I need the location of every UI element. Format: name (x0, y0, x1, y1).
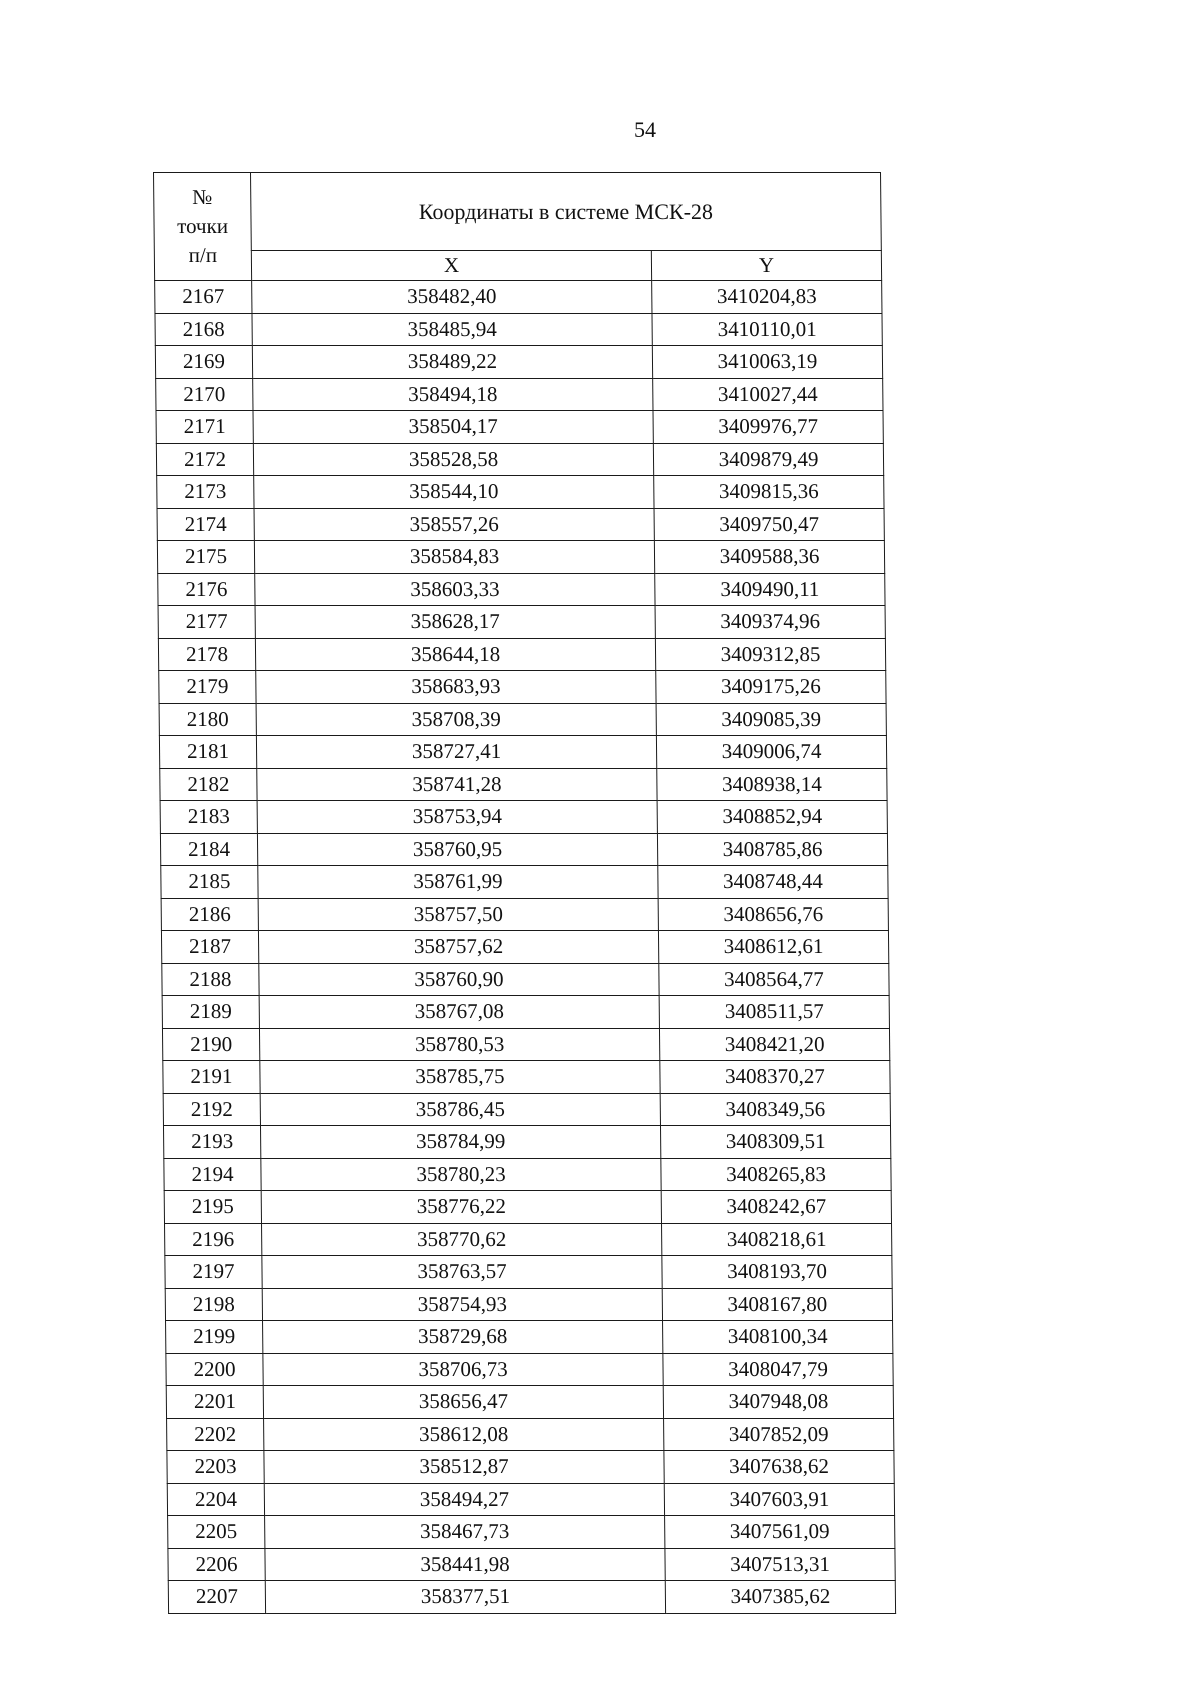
x-coordinate-cell: 358727,41 (256, 736, 656, 769)
y-coordinate-cell: 3409490,11 (655, 573, 885, 606)
y-coordinate-cell: 3408242,67 (661, 1191, 891, 1224)
y-coordinate-cell: 3409312,85 (655, 638, 885, 671)
x-coordinate-cell: 358494,27 (264, 1483, 664, 1516)
x-coordinate-cell: 358612,08 (264, 1418, 664, 1451)
x-coordinate-cell: 358763,57 (262, 1256, 662, 1289)
point-number-cell: 2168 (155, 313, 252, 346)
y-coordinate-cell: 3408309,51 (660, 1126, 890, 1159)
y-coordinate-cell: 3409085,39 (656, 703, 886, 736)
table-row (162, 996, 889, 1029)
y-coordinate-cell: 3408748,44 (658, 866, 888, 899)
table-row (168, 1516, 895, 1549)
x-coordinate-cell: 358767,08 (259, 996, 659, 1029)
table-row (159, 703, 886, 736)
table-row (168, 1581, 895, 1614)
x-coordinate-cell: 358544,10 (254, 476, 654, 509)
x-coordinate-cell: 358482,40 (252, 281, 652, 314)
y-coordinate-cell: 3408656,76 (658, 898, 888, 931)
point-number-cell: 2207 (168, 1581, 265, 1614)
table-row (163, 1061, 890, 1094)
table-row (167, 1451, 894, 1484)
table-row (155, 313, 882, 346)
y-coordinate-cell: 3408852,94 (657, 801, 887, 834)
point-number-cell: 2205 (168, 1516, 265, 1549)
point-number-header-line1: № (192, 185, 213, 209)
x-coordinate-cell: 358754,93 (262, 1288, 662, 1321)
point-number-cell: 2186 (161, 898, 258, 931)
table-row (158, 573, 885, 606)
y-coordinate-cell: 3409175,26 (656, 671, 886, 704)
x-column-header: X (251, 251, 651, 281)
point-number-cell: 2189 (162, 996, 259, 1029)
y-coordinate-cell: 3408349,56 (660, 1093, 890, 1126)
y-coordinate-cell: 3408047,79 (663, 1353, 893, 1386)
point-number-cell: 2174 (157, 508, 254, 541)
point-number-cell: 2206 (168, 1548, 265, 1581)
point-number-cell: 2178 (158, 638, 255, 671)
x-coordinate-cell: 358780,23 (261, 1158, 661, 1191)
table-row (161, 931, 888, 964)
y-coordinate-cell: 3408938,14 (657, 768, 887, 801)
y-coordinate-cell: 3407603,91 (664, 1483, 894, 1516)
x-coordinate-cell: 358628,17 (255, 606, 655, 639)
y-coordinate-cell: 3408370,27 (660, 1061, 890, 1094)
x-coordinate-cell: 358757,62 (258, 931, 658, 964)
table-row (166, 1353, 893, 1386)
table-row (161, 898, 888, 931)
point-number-cell: 2176 (158, 573, 255, 606)
y-coordinate-cell: 3409815,36 (654, 476, 884, 509)
table-row (157, 508, 884, 541)
point-number-cell: 2181 (159, 736, 256, 769)
point-number-cell: 2201 (166, 1386, 263, 1419)
table-row (160, 801, 887, 834)
y-coordinate-cell: 3410027,44 (653, 378, 883, 411)
table-row (159, 671, 886, 704)
table-row (156, 443, 883, 476)
x-coordinate-cell: 358603,33 (255, 573, 655, 606)
y-coordinate-cell: 3410110,01 (652, 313, 882, 346)
x-coordinate-cell: 358786,45 (260, 1093, 660, 1126)
coordinates-group-header: Координаты в системе МСК-28 (251, 173, 882, 251)
y-coordinate-cell: 3409006,74 (656, 736, 886, 769)
y-coordinate-cell: 3408265,83 (661, 1158, 891, 1191)
table-row (168, 1548, 895, 1581)
table-row (166, 1321, 893, 1354)
point-number-cell: 2193 (163, 1126, 260, 1159)
y-coordinate-cell: 3408785,86 (657, 833, 887, 866)
table-row (167, 1483, 894, 1516)
x-coordinate-cell: 358377,51 (265, 1581, 665, 1614)
table-row (160, 768, 887, 801)
table-header (154, 173, 882, 281)
table-row (161, 866, 888, 899)
y-coordinate-cell: 3409374,96 (655, 606, 885, 639)
x-coordinate-cell: 358512,87 (264, 1451, 664, 1484)
table-row (155, 346, 882, 379)
y-coordinate-cell: 3407513,31 (665, 1548, 895, 1581)
x-coordinate-cell: 358528,58 (253, 443, 653, 476)
point-number-cell: 2179 (159, 671, 256, 704)
y-coordinate-cell: 3408421,20 (659, 1028, 889, 1061)
table-row (156, 378, 883, 411)
table-row (155, 281, 882, 314)
point-number-cell: 2180 (159, 703, 256, 736)
x-coordinate-cell: 358485,94 (252, 313, 652, 346)
x-coordinate-cell: 358770,62 (262, 1223, 662, 1256)
table-row (165, 1256, 892, 1289)
y-coordinate-cell: 3409588,36 (654, 541, 884, 574)
y-coordinate-cell: 3407561,09 (665, 1516, 895, 1549)
point-number-cell: 2177 (158, 606, 255, 639)
point-number-cell: 2202 (167, 1418, 264, 1451)
point-number-header-line3: п/п (188, 243, 218, 267)
x-coordinate-cell: 358760,90 (259, 963, 659, 996)
x-coordinate-cell: 358776,22 (261, 1191, 661, 1224)
x-coordinate-cell: 358441,98 (265, 1548, 665, 1581)
x-coordinate-cell: 358656,47 (263, 1386, 663, 1419)
point-number-cell: 2190 (162, 1028, 259, 1061)
point-number-header-line2: точки (177, 214, 229, 238)
point-number-cell: 2203 (167, 1451, 264, 1484)
point-number-cell: 2182 (160, 768, 257, 801)
y-coordinate-cell: 3408167,80 (662, 1288, 892, 1321)
x-coordinate-cell: 358753,94 (257, 801, 657, 834)
table-row (163, 1093, 890, 1126)
point-number-cell: 2200 (166, 1353, 263, 1386)
table-row (157, 476, 884, 509)
x-coordinate-cell: 358644,18 (255, 638, 655, 671)
x-coordinate-cell: 358489,22 (252, 346, 652, 379)
x-coordinate-cell: 358706,73 (263, 1353, 663, 1386)
point-number-cell: 2194 (164, 1158, 261, 1191)
coordinates-table (153, 172, 896, 1614)
x-coordinate-cell: 358729,68 (263, 1321, 663, 1354)
point-number-cell: 2167 (155, 281, 252, 314)
table-row (166, 1386, 893, 1419)
y-coordinate-cell: 3408100,34 (663, 1321, 893, 1354)
y-coordinate-cell: 3408218,61 (662, 1223, 892, 1256)
point-number-cell: 2192 (163, 1093, 260, 1126)
table-row (165, 1288, 892, 1321)
point-number-cell: 2172 (156, 443, 253, 476)
table-row (156, 411, 883, 444)
y-coordinate-cell: 3407948,08 (663, 1386, 893, 1419)
table-row (164, 1191, 891, 1224)
x-coordinate-cell: 358741,28 (257, 768, 657, 801)
y-coordinate-cell: 3407385,62 (665, 1581, 895, 1614)
point-number-cell: 2175 (157, 541, 254, 574)
page-number: 54 (634, 117, 656, 142)
point-number-cell: 2195 (164, 1191, 261, 1224)
point-number-cell: 2185 (161, 866, 258, 899)
x-coordinate-cell: 358784,99 (260, 1126, 660, 1159)
x-coordinate-cell: 358780,53 (259, 1028, 659, 1061)
x-coordinate-cell: 358761,99 (258, 866, 658, 899)
point-number-cell: 2188 (162, 963, 259, 996)
table-row (165, 1223, 892, 1256)
x-coordinate-cell: 358504,17 (253, 411, 653, 444)
y-coordinate-cell: 3408193,70 (662, 1256, 892, 1289)
point-number-cell: 2173 (157, 476, 254, 509)
x-coordinate-cell: 358760,95 (257, 833, 657, 866)
x-coordinate-cell: 358757,50 (258, 898, 658, 931)
y-coordinate-cell: 3409750,47 (654, 508, 884, 541)
table-row (157, 541, 884, 574)
table-row (167, 1418, 894, 1451)
point-number-cell: 2198 (165, 1288, 262, 1321)
x-coordinate-cell: 358708,39 (256, 703, 656, 736)
y-column-header: Y (651, 251, 881, 281)
y-coordinate-cell: 3409976,77 (653, 411, 883, 444)
table-row (158, 606, 885, 639)
table-row (160, 833, 887, 866)
point-number-cell: 2169 (155, 346, 252, 379)
x-coordinate-cell: 358557,26 (254, 508, 654, 541)
table-row (163, 1126, 890, 1159)
x-coordinate-cell: 358785,75 (260, 1061, 660, 1094)
y-coordinate-cell: 3409879,49 (653, 443, 883, 476)
point-number-cell: 2196 (165, 1223, 262, 1256)
y-coordinate-cell: 3408612,61 (658, 931, 888, 964)
x-coordinate-cell: 358494,18 (253, 378, 653, 411)
point-number-cell: 2184 (160, 833, 257, 866)
x-coordinate-cell: 358683,93 (256, 671, 656, 704)
table-row (164, 1158, 891, 1191)
point-number-cell: 2187 (161, 931, 258, 964)
table-body (155, 281, 896, 1614)
y-coordinate-cell: 3410063,19 (652, 346, 882, 379)
table-row (162, 963, 889, 996)
table-row (162, 1028, 889, 1061)
x-coordinate-cell: 358467,73 (265, 1516, 665, 1549)
point-number-cell: 2204 (167, 1483, 264, 1516)
y-coordinate-cell: 3408564,77 (659, 963, 889, 996)
y-coordinate-cell: 3408511,57 (659, 996, 889, 1029)
point-number-cell: 2199 (166, 1321, 263, 1354)
x-coordinate-cell: 358584,83 (254, 541, 654, 574)
y-coordinate-cell: 3410204,83 (652, 281, 882, 314)
point-number-cell: 2197 (165, 1256, 262, 1289)
y-coordinate-cell: 3407852,09 (664, 1418, 894, 1451)
point-number-cell: 2170 (156, 378, 253, 411)
point-number-cell: 2171 (156, 411, 253, 444)
point-number-cell: 2183 (160, 801, 257, 834)
table-row (159, 736, 886, 769)
point-number-header (154, 173, 252, 281)
point-number-cell: 2191 (163, 1061, 260, 1094)
y-coordinate-cell: 3407638,62 (664, 1451, 894, 1484)
table-row (158, 638, 885, 671)
